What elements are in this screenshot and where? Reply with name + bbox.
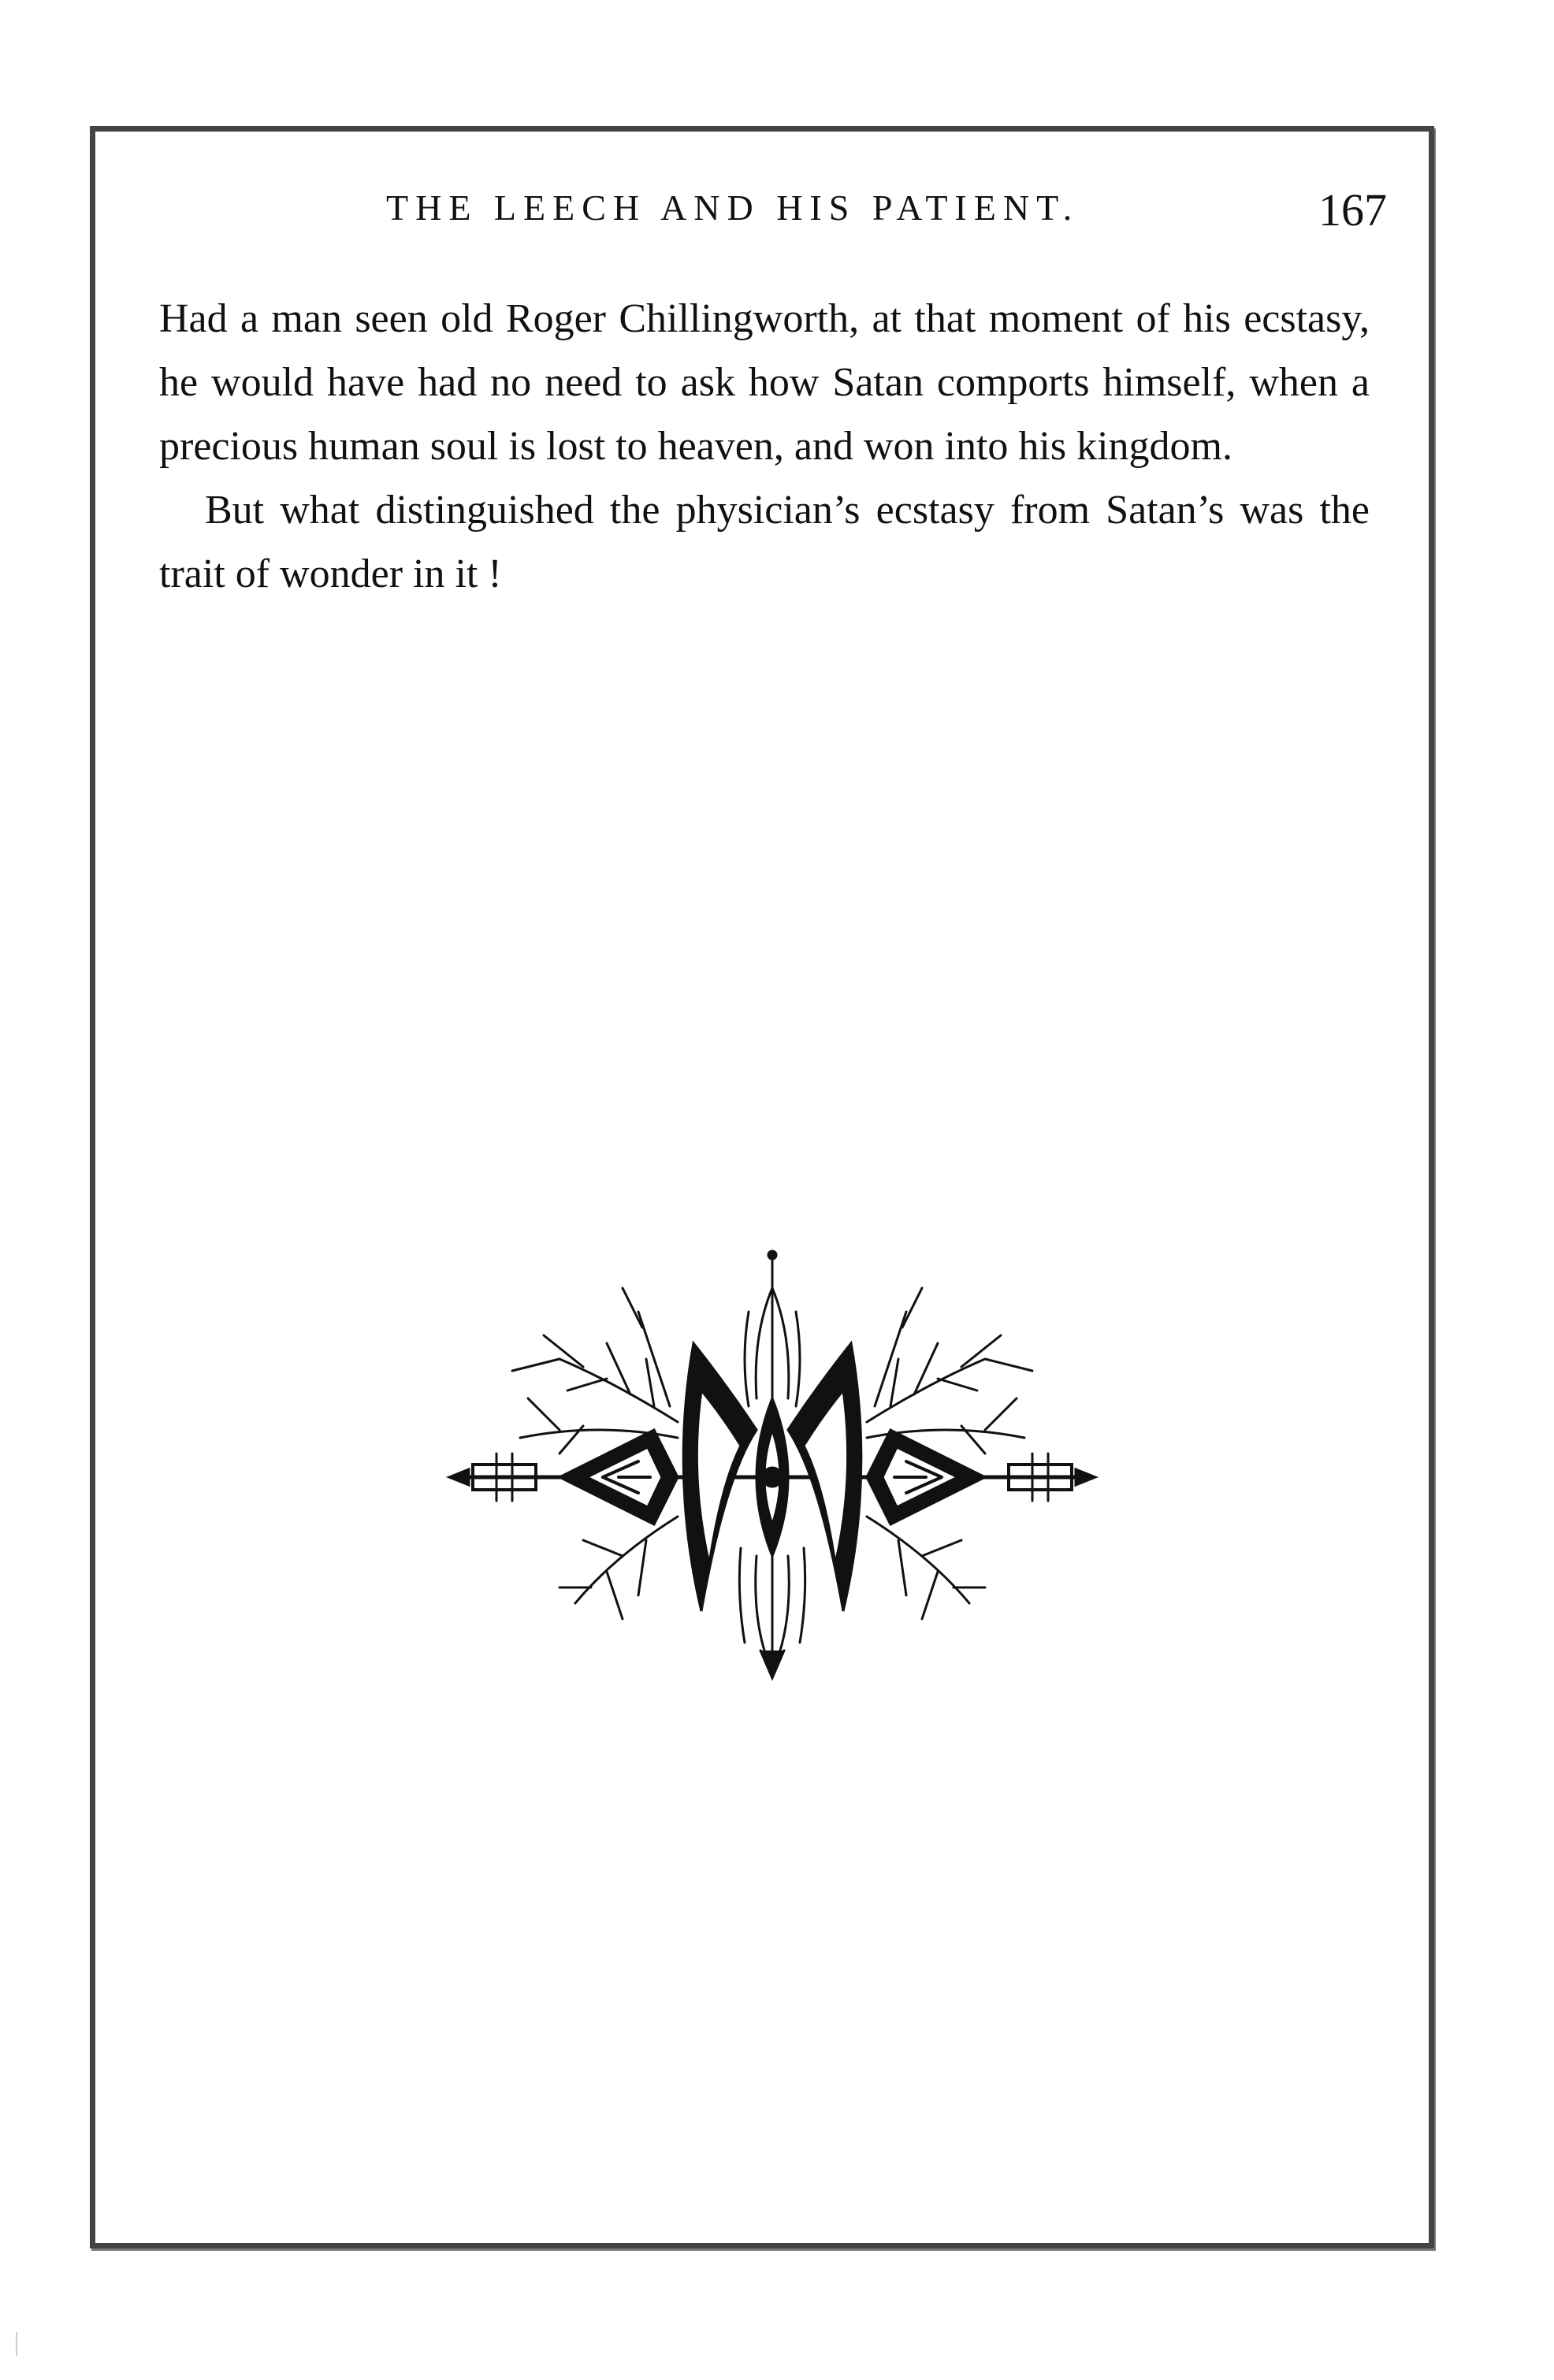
page-number: 167 [1318,184,1387,236]
paragraph-1: Had a man seen old Roger Chillingworth, at that moment of his ecstasy, he would have had no need to ask how Satan comports himself, when a precious human soul is lost to heaven, and won into his kingdom. [159,296,1370,469]
paragraph-2: But what distinguished the physician’s ecstasy from Satan’s was the trait of wonder in it ! [159,488,1370,596]
body-text [159,287,1370,606]
tailpiece-ornament-icon [441,1241,1103,1690]
running-head-title: THE LEECH AND HIS PATIENT. [386,188,1080,228]
running-head [158,177,1387,240]
scan-mark [16,2332,17,2356]
